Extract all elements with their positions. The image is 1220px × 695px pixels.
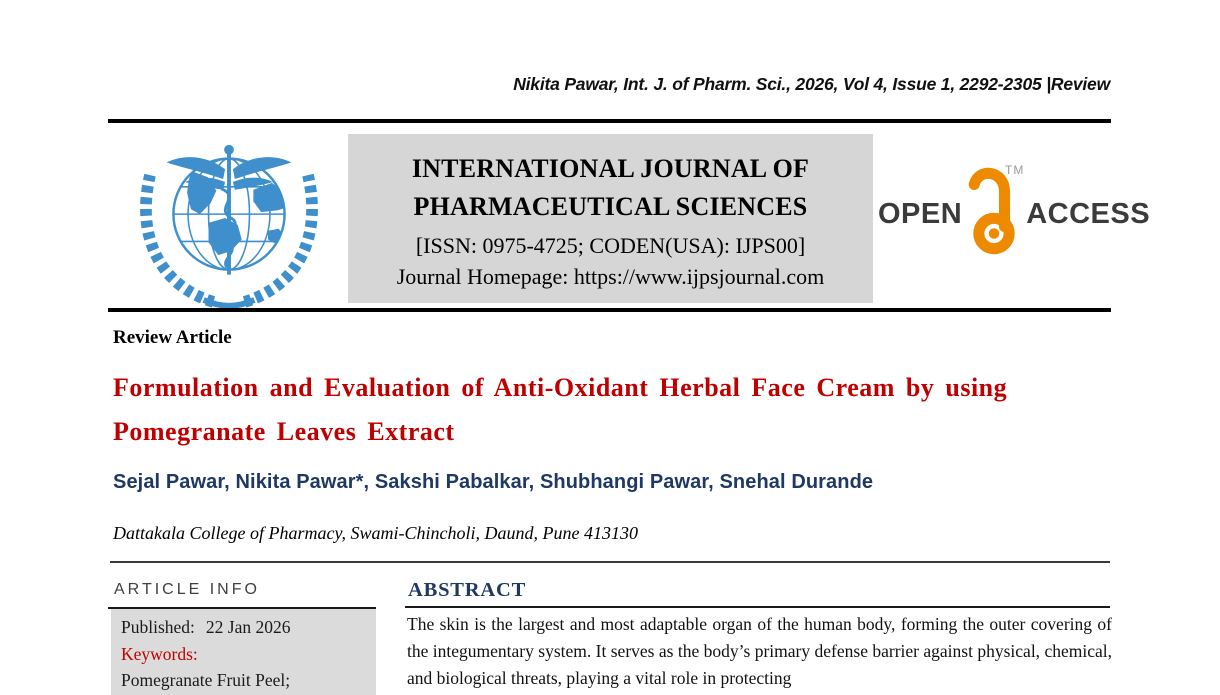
article-type-label: Review Article xyxy=(113,327,232,348)
abstract-underline xyxy=(405,606,1110,608)
open-access-word-access: ACCESS xyxy=(1026,197,1151,230)
paper-title: Formulation and Evaluation of Anti-Oxidant Herbal Face Cream by using Pomegranate Leaves Extract xyxy=(113,373,1008,446)
masthead-divider-rule xyxy=(108,308,1111,312)
section-divider-rule xyxy=(110,561,1110,563)
article-info-box xyxy=(111,609,376,695)
journal-name xyxy=(348,134,873,226)
keyword-item: Pomegranate Fruit Peel; xyxy=(121,670,291,690)
author-list: Sejal Pawar, Nikita Pawar*, Sakshi Pabalkar, Shubhangi Pawar, Snehal Durande xyxy=(113,471,874,493)
published-label: Published: xyxy=(121,617,195,637)
trademark-symbol: TM xyxy=(1005,163,1025,177)
journal-masthead-box xyxy=(348,134,873,303)
top-divider-rule xyxy=(108,119,1111,123)
article-info-heading: ARTICLE INFO xyxy=(114,581,260,598)
journal-name-line2: PHARMACEUTICAL SCIENCES xyxy=(413,192,808,221)
journal-homepage-url[interactable]: Journal Homepage: https://www.ijpsjournal.com xyxy=(396,264,825,289)
abstract-body: The skin is the largest and most adaptable organ of the human body, forming the outer covering of the integumentary system. It serves as the body’s primary defense barrier against physical, chemical, and biological threats, playing a vital role in protecting xyxy=(407,614,1112,688)
running-head-citation: Nikita Pawar, Int. J. of Pharm. Sci., 2026, Vol 4, Issue 1, 2292-2305 |Review xyxy=(513,74,1110,94)
journal-issn: [ISSN: 0975-4725; CODEN(USA): IJPS00] xyxy=(415,233,806,258)
author-affiliation: Dattakala College of Pharmacy, Swami-Chincholi, Daund, Pune 413130 xyxy=(113,523,638,543)
published-line xyxy=(121,614,376,641)
open-access-word-open: OPEN xyxy=(878,197,963,230)
keywords-label: Keywords: xyxy=(121,643,198,664)
journal-emblem-icon xyxy=(112,128,346,310)
published-date: 22 Jan 2026 xyxy=(205,617,291,637)
open-access-logo xyxy=(878,163,1151,259)
abstract-heading: ABSTRACT xyxy=(408,579,527,601)
journal-name-line1: INTERNATIONAL JOURNAL OF xyxy=(411,154,810,183)
